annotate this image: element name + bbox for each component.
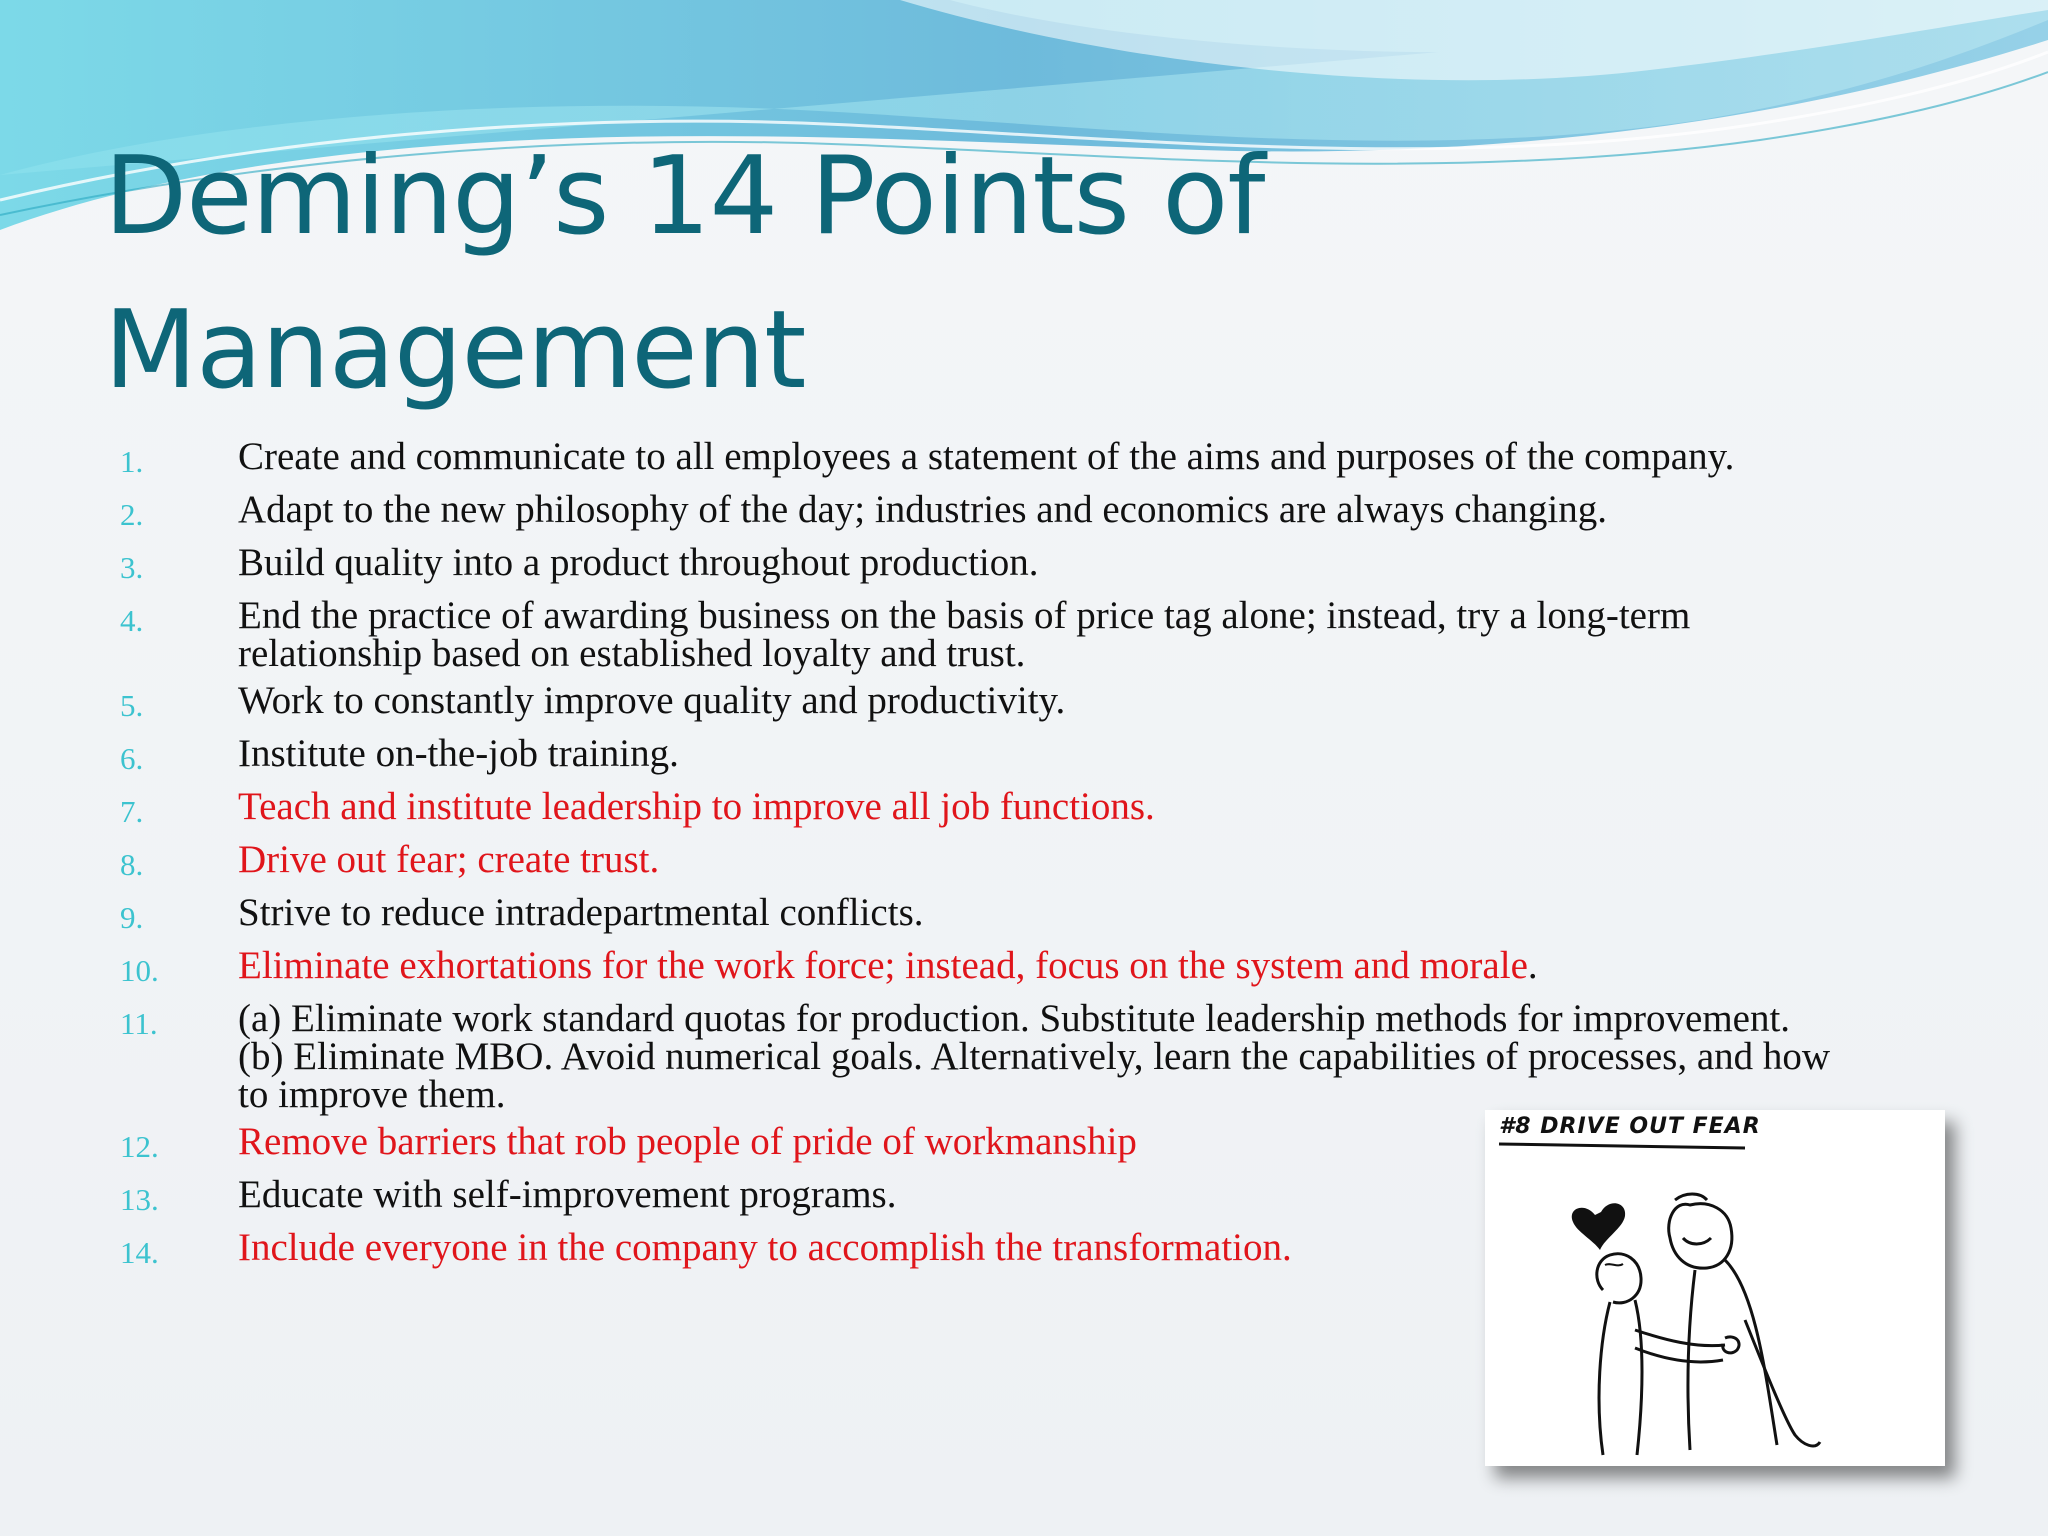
list-item bbox=[120, 732, 1900, 779]
list-item bbox=[120, 997, 1900, 1116]
item-number: 1. bbox=[120, 444, 144, 479]
item-text: Create and communicate to all employees a statement of the aims and purposes of the company. bbox=[238, 435, 1735, 478]
item-number: 12. bbox=[120, 1129, 159, 1164]
item-text bbox=[238, 944, 1900, 987]
list-item bbox=[120, 891, 1900, 938]
item-number: 9. bbox=[120, 900, 144, 935]
list-item bbox=[120, 541, 1900, 588]
list-item bbox=[120, 944, 1900, 991]
item-text bbox=[238, 997, 1900, 1116]
item-text: Work to constantly improve quality and productivity. bbox=[238, 679, 1066, 722]
list-item bbox=[120, 785, 1900, 832]
item-number: 13. bbox=[120, 1182, 159, 1217]
cartoon-caption: #8 DRIVE OUT FEAR bbox=[1499, 1114, 1761, 1139]
item-number: 8. bbox=[120, 847, 144, 882]
item-text: End the practice of awarding business on the basis of price tag alone; instead, try a long-term relationship based on established loyalty and trust. bbox=[238, 594, 1691, 675]
list-item bbox=[120, 488, 1900, 535]
item-text: Educate with self-improvement programs. bbox=[238, 1173, 897, 1216]
item-number: 10. bbox=[120, 953, 159, 988]
title-line-2: Management bbox=[104, 288, 806, 413]
list-item bbox=[120, 838, 1900, 885]
item-number: 2. bbox=[120, 497, 144, 532]
list-item bbox=[120, 435, 1900, 482]
item-number: 6. bbox=[120, 741, 144, 776]
item-text-tail: . bbox=[1527, 944, 1538, 987]
cartoon-drawing bbox=[1485, 1110, 1945, 1466]
item-number: 7. bbox=[120, 794, 144, 829]
item-text-part-a: (a) Eliminate work standard quotas for production. Substitute leadership methods for improvement. bbox=[238, 997, 1791, 1040]
list-item bbox=[120, 594, 1900, 675]
item-text-highlight: Eliminate exhortations for the work force; instead, focus on the system and morale bbox=[238, 944, 1528, 987]
item-text: Adapt to the new philosophy of the day; industries and economics are always changing. bbox=[238, 488, 1607, 531]
item-number: 14. bbox=[120, 1235, 159, 1270]
item-text-part-b: (b) Eliminate MBO. Avoid numerical goals. Alternatively, learn the capabilities of processes, and how to improve them. bbox=[238, 1035, 1831, 1116]
item-text: Remove barriers that rob people of pride of workmanship bbox=[238, 1120, 1137, 1163]
item-number: 4. bbox=[120, 603, 144, 638]
title-line-1: Deming’s 14 Points of bbox=[104, 134, 1265, 259]
item-number: 3. bbox=[120, 550, 144, 585]
item-text: Build quality into a product throughout production. bbox=[238, 541, 1039, 584]
item-text: Include everyone in the company to accomplish the transformation. bbox=[238, 1226, 1292, 1269]
item-text: Drive out fear; create trust. bbox=[238, 838, 660, 881]
item-number: 11. bbox=[120, 1006, 158, 1041]
item-text: Institute on-the-job training. bbox=[238, 732, 679, 775]
item-text: Strive to reduce intradepartmental conflicts. bbox=[238, 891, 924, 934]
item-text: Teach and institute leadership to improve all job functions. bbox=[238, 785, 1155, 828]
item-number: 5. bbox=[120, 688, 144, 723]
slide-title bbox=[104, 120, 1604, 428]
list-item bbox=[120, 679, 1900, 726]
drive-out-fear-cartoon bbox=[1485, 1110, 1945, 1466]
